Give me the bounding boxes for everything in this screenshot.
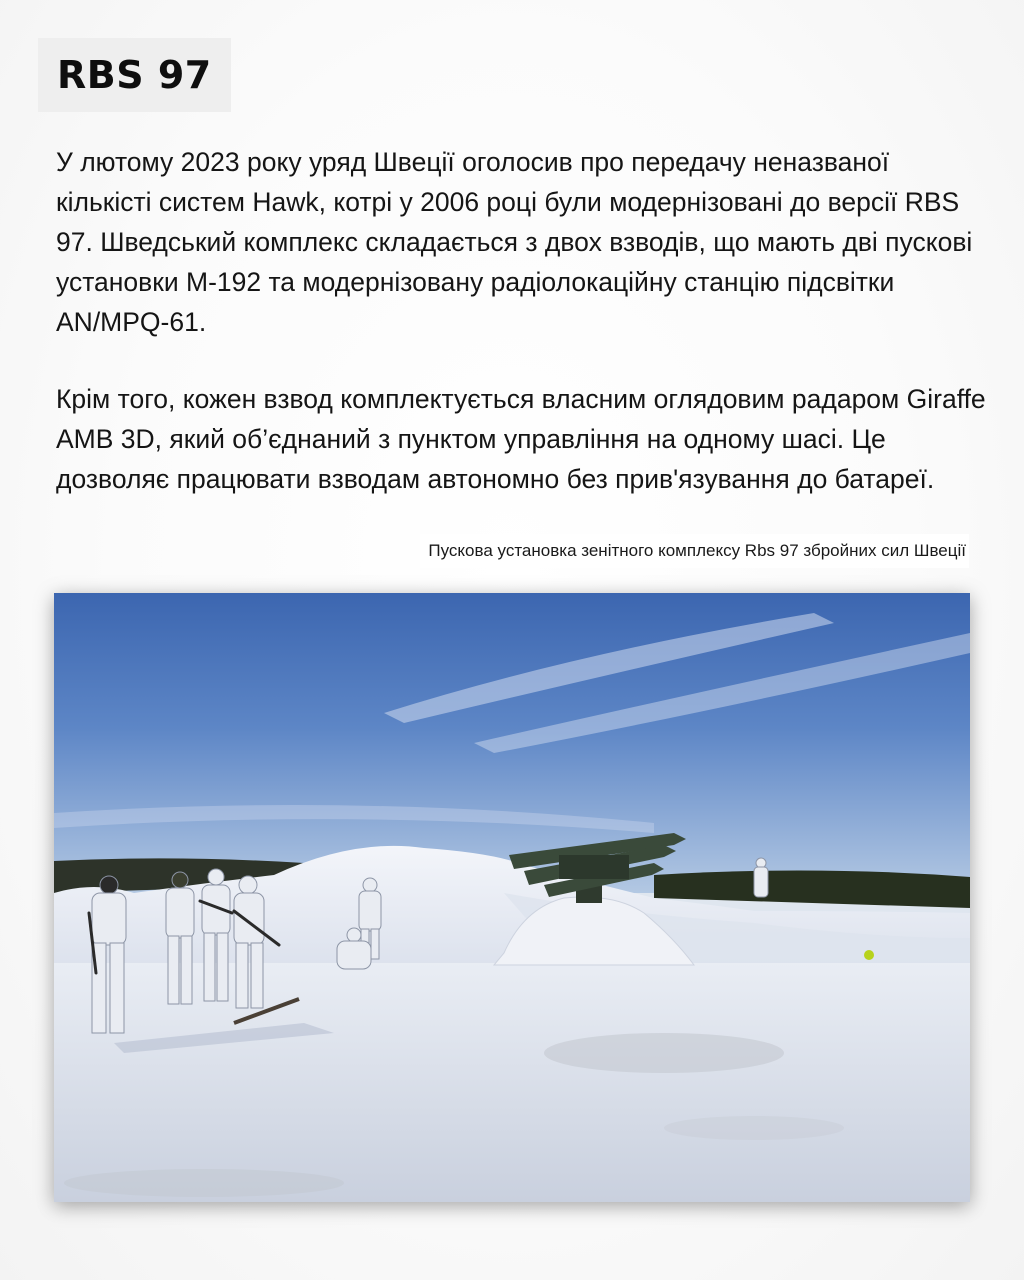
title-box bbox=[38, 38, 231, 112]
paragraph-1: У лютому 2023 року уряд Швеції оголосив про передачу неназваної кількісті систем Hawk, котрі у 2006 році були модернізовані до версії RBS 97. Шведський комплекс складається з двох взводів, що мають дві пускові установки М-192 та модернізовану радіолокаційну станцію підсвітки AN/MPQ-61. bbox=[56, 147, 973, 337]
launcher-photo bbox=[54, 593, 970, 1202]
photo-illustration bbox=[54, 593, 970, 1202]
paragraph-2: Крім того, кожен взвод комплектується власним оглядовим радаром Giraffe AMB 3D, який об’єднаний з пунктом управління на одному шасі. Це дозволяє працювати взводам автономно без прив'язування до батареї. bbox=[56, 384, 986, 494]
marker bbox=[864, 950, 874, 960]
soldier-distant bbox=[754, 858, 768, 897]
ground-patch bbox=[544, 1033, 784, 1073]
page-title: RBS 97 bbox=[57, 53, 212, 97]
ground-patch bbox=[64, 1169, 344, 1197]
treeline bbox=[654, 870, 970, 908]
ground-patch bbox=[664, 1116, 844, 1140]
photo-caption: Пускова установка зенітного комплексу Rbs 97 збройних сил Швеції bbox=[420, 534, 969, 568]
